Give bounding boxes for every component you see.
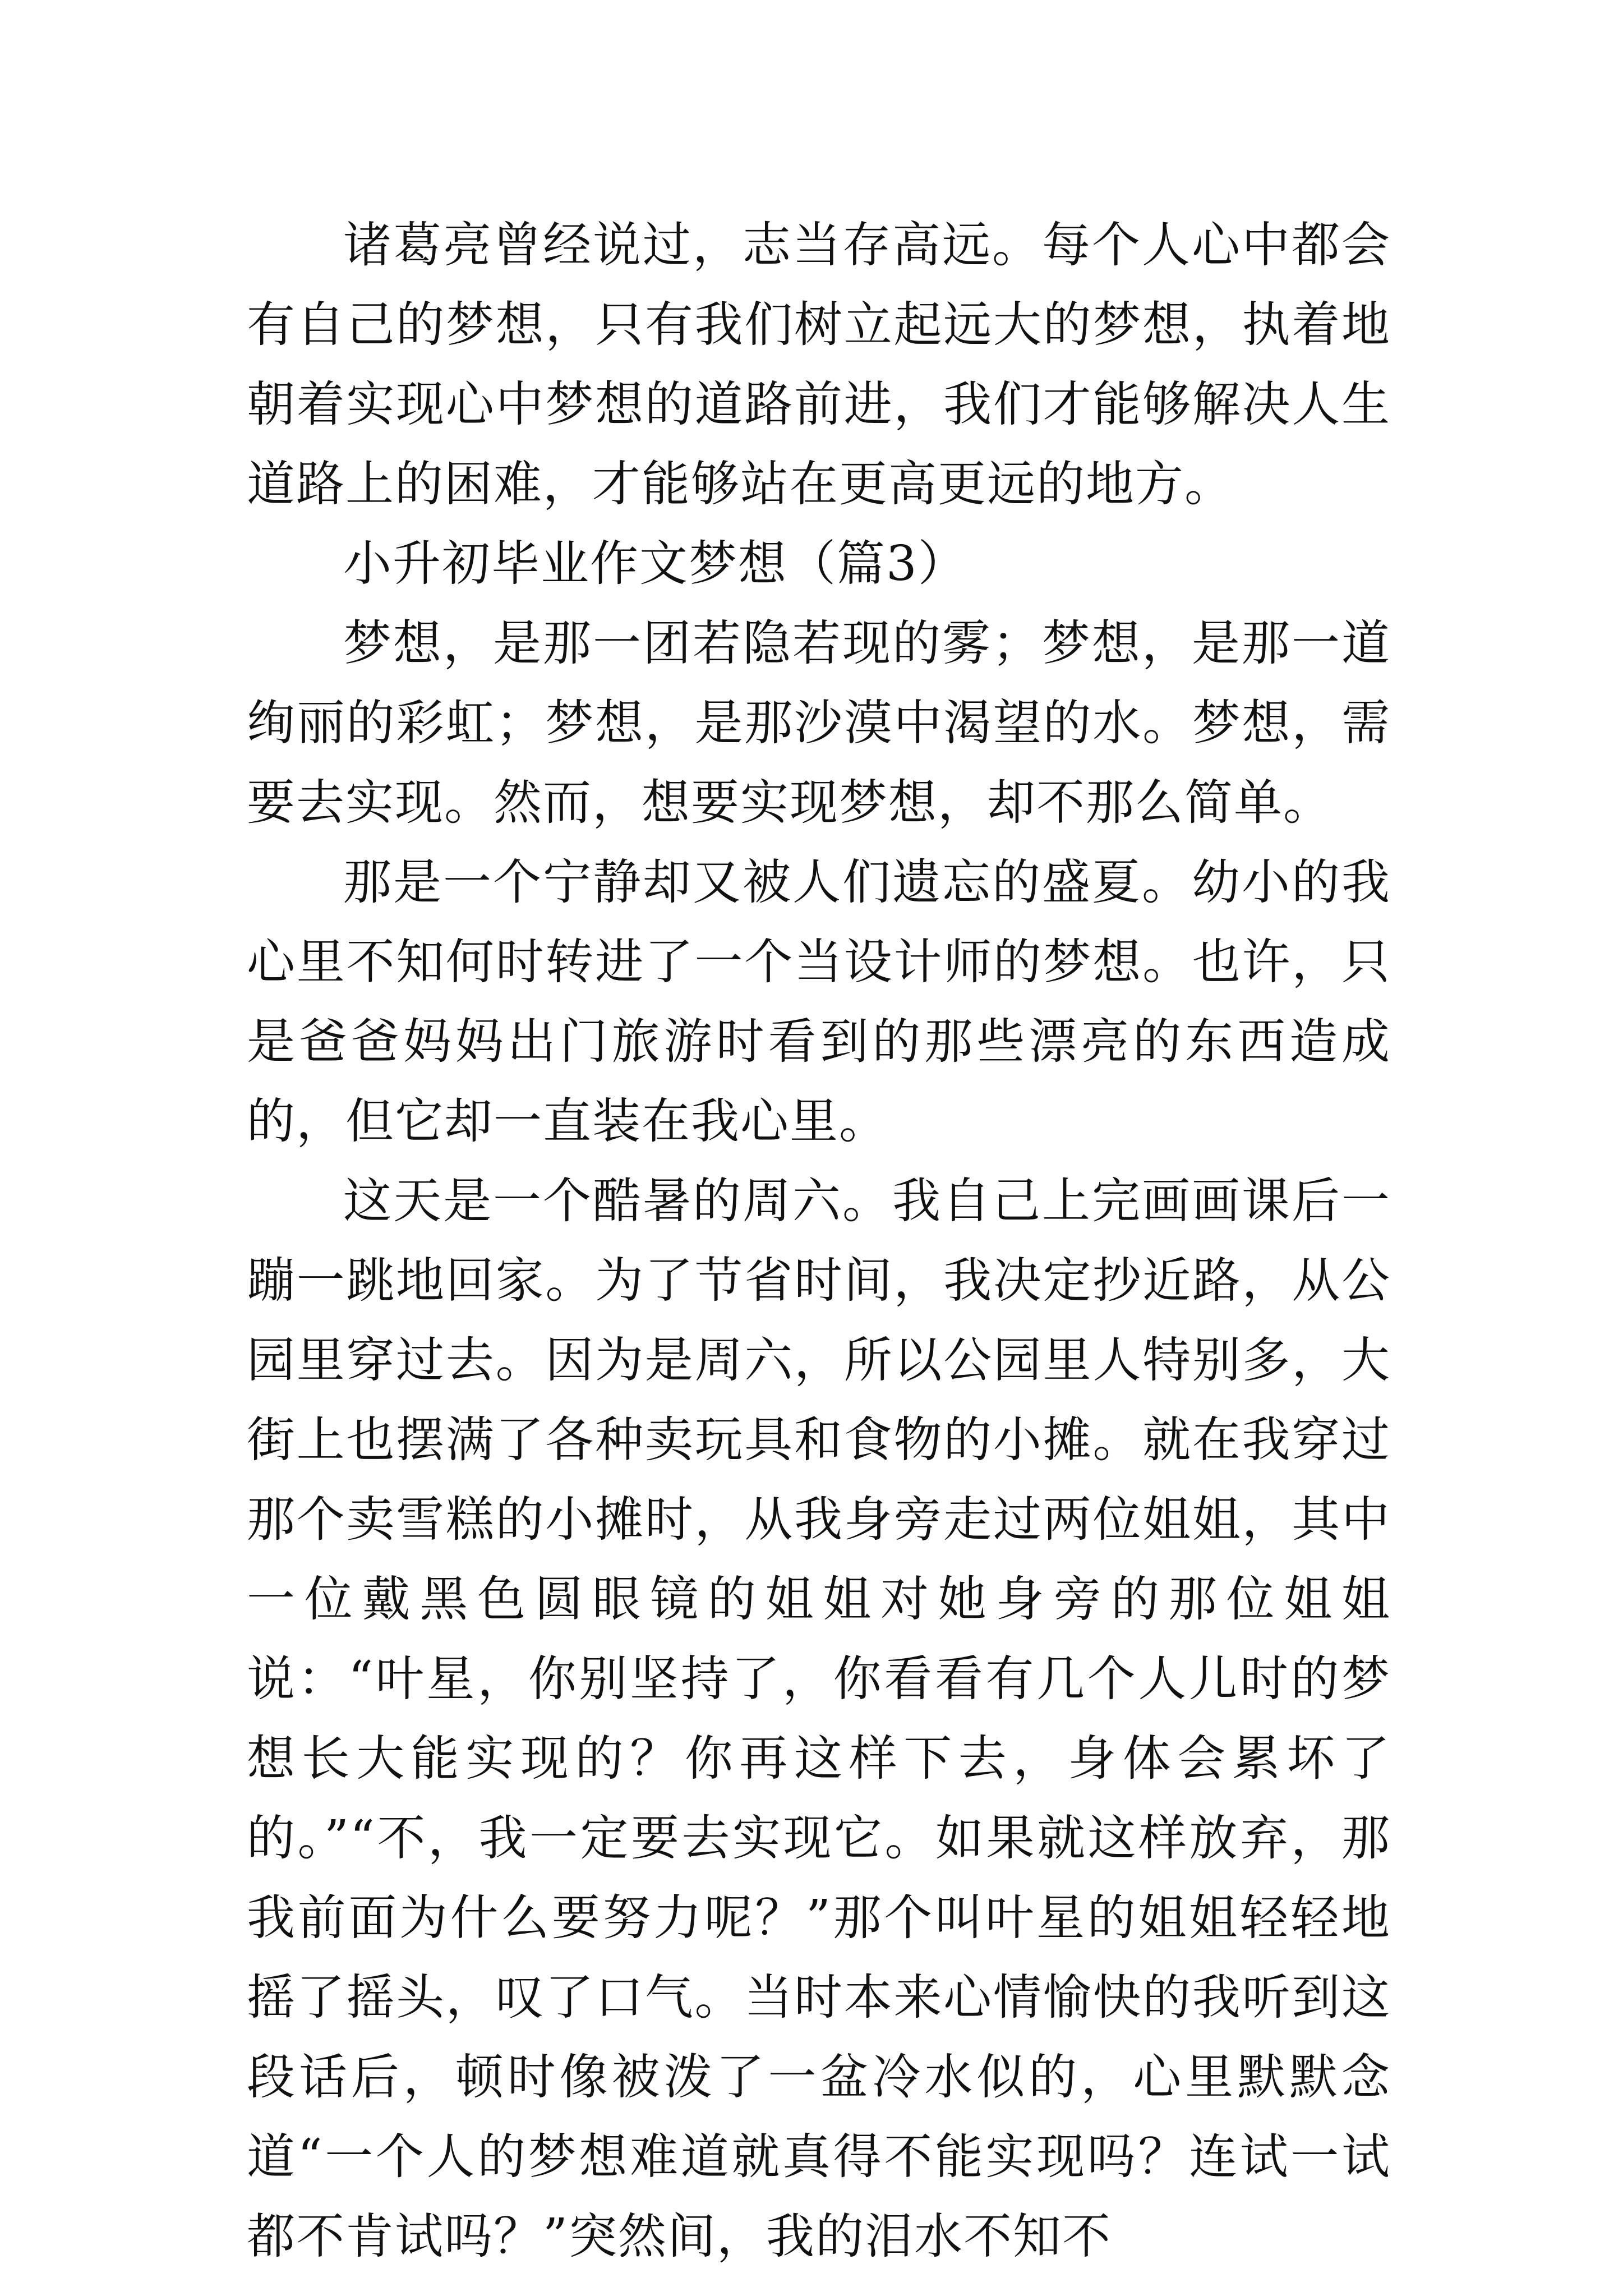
- section-heading: 小升初毕业作文梦想（篇3）: [343, 536, 967, 592]
- paragraph-dream-metaphor: 梦想，是那一团若隐若现的雾；梦想，是那一道绚丽的彩虹；梦想，是那沙漠中渴望的水。梦想，需要去实现。然而，想要实现梦想，却不那么简单。: [247, 615, 1391, 831]
- paragraph-intro-conclusion: 诸葛亮曾经说过，志当存高远。每个人心中都会有自己的梦想，只有我们树立起远大的梦想，执着地朝着实现心中梦想的道路前进，我们才能够解决人生道路上的困难，才能够站在更高更远的地方。: [247, 217, 1391, 512]
- paragraph-summer-memory: 那是一个宁静却又被人们遗忘的盛夏。幼小的我心里不知何时转进了一个当设计师的梦想。也许，只是爸爸妈妈出门旅游时看到的那些漂亮的东西造成的，但它却一直装在我心里。: [247, 854, 1391, 1149]
- document-body: [247, 205, 1391, 2276]
- paragraph-park-story: 这天是一个酷暑的周六。我自己上完画画课后一蹦一跳地回家。为了节省时间，我决定抄近路，从公园里穿过去。因为是周六，所以公园里人特别多，大街上也摆满了各种卖玩具和食物的小摊。就在我穿过那个卖雪糕的小摊时，从我身旁走过两位姐姐，其中一位戴黑色圆眼镜的姐姐对她身旁的那位姐姐说：“叶星，你别坚持了，你看看有几个人儿时的梦想长大能实现的？你再这样下去，身体会累坏了的。”“不，我一定要去实现它。如果就这样放弃，那我前面为什么要努力呢？”那个叫叶星的姐姐轻轻地摇了摇头，叹了口气。当时本来心情愉快的我听到这段话后，顿时像被泼了一盆冷水似的，心里默默念道“一个人的梦想难道就真得不能实现吗？连试一试都不肯试吗？”突然间，我的泪水不知不: [247, 1173, 1391, 2265]
